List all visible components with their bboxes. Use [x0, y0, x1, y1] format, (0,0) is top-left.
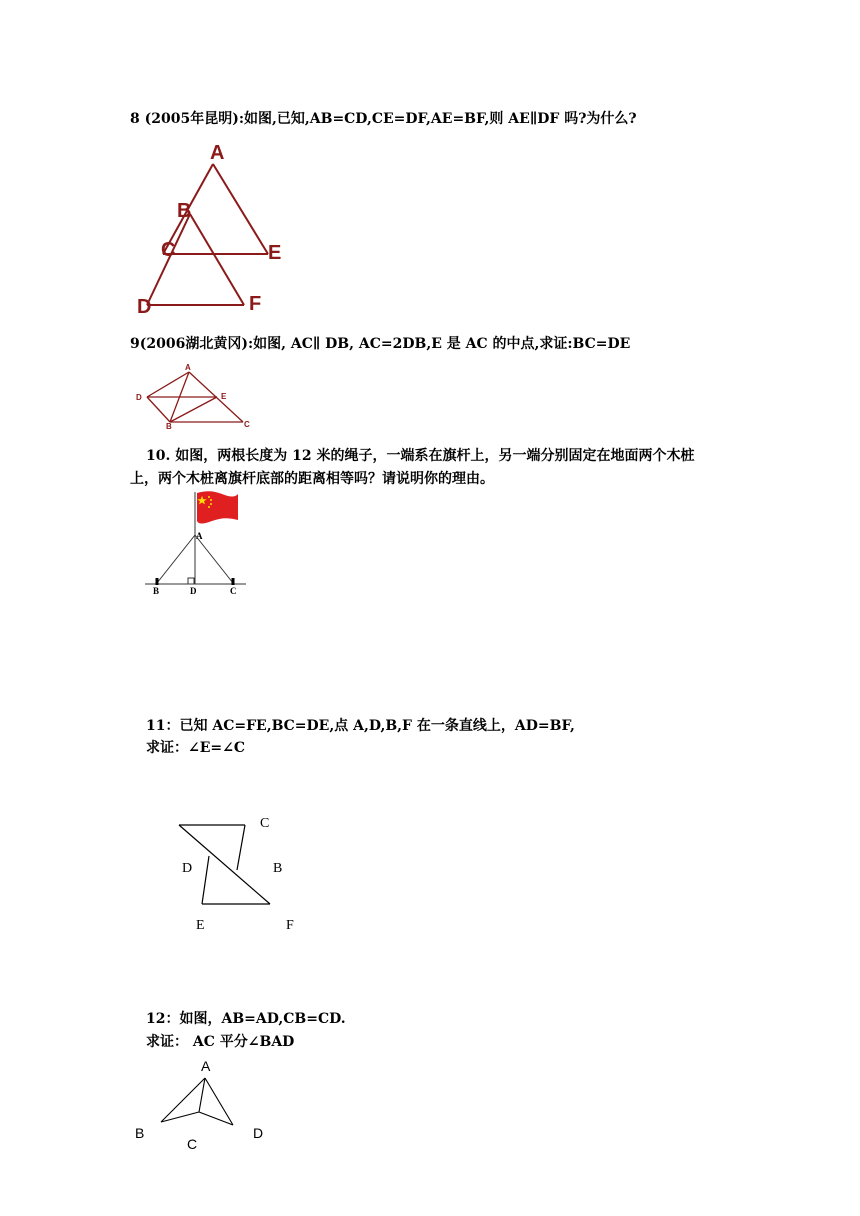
question-10-line1: 10. 如图，两根长度为 12 米的绳子，一端系在旗杆上，另一端分别固定在地面两个木桩 — [146, 448, 695, 464]
label-E: E — [196, 918, 205, 933]
label-A: A — [185, 363, 191, 372]
flag — [197, 491, 238, 523]
question-12-line1: 12：如图，AB=AD,CB=CD. — [146, 1011, 346, 1027]
label-A: A — [210, 142, 225, 164]
label-C: C — [260, 816, 270, 831]
question-9-text: 9(2006湖北黄冈):如图, AC∥ DB, AC=2DB,E 是 AC 的中点,求证:BC=DE — [130, 336, 631, 352]
label-C: C — [244, 420, 250, 429]
label-B: B — [166, 422, 172, 431]
question-10-line2: 上，两个木桩离旗杆底部的距离相等吗？请说明你的理由。 — [130, 471, 494, 487]
question-8-text: 8 (2005年昆明):如图,已知,AB=CD,CE=DF,AE=BF,则 AE∥DF 吗?为什么? — [130, 111, 637, 127]
label-F: F — [249, 293, 262, 315]
question-12-line2: 求证： AC 平分∠BAD — [146, 1034, 295, 1050]
label-C: C — [161, 239, 176, 261]
question-11-line2: 求证：∠E=∠C — [146, 740, 246, 756]
label-C: C — [187, 1136, 198, 1152]
label-D: D — [190, 586, 197, 596]
label-D: D — [137, 296, 152, 318]
label-E: E — [268, 242, 282, 264]
label-A: A — [196, 531, 203, 541]
label-E: E — [221, 392, 227, 401]
flag-star — [197, 496, 206, 504]
label-C: C — [230, 586, 237, 596]
label-B: B — [273, 861, 283, 876]
label-D: D — [136, 393, 142, 402]
question-11-line1: 11：已知 AC=FE,BC=DE,点 A,D,B,F 在一条直线上，AD=BF, — [146, 718, 575, 734]
label-B: B — [135, 1125, 145, 1141]
label-A: A — [201, 1058, 211, 1074]
label-B: B — [177, 200, 192, 222]
label-B: B — [153, 586, 160, 596]
label-F: F — [286, 918, 294, 933]
label-D: D — [182, 861, 193, 876]
label-D: D — [253, 1125, 264, 1141]
